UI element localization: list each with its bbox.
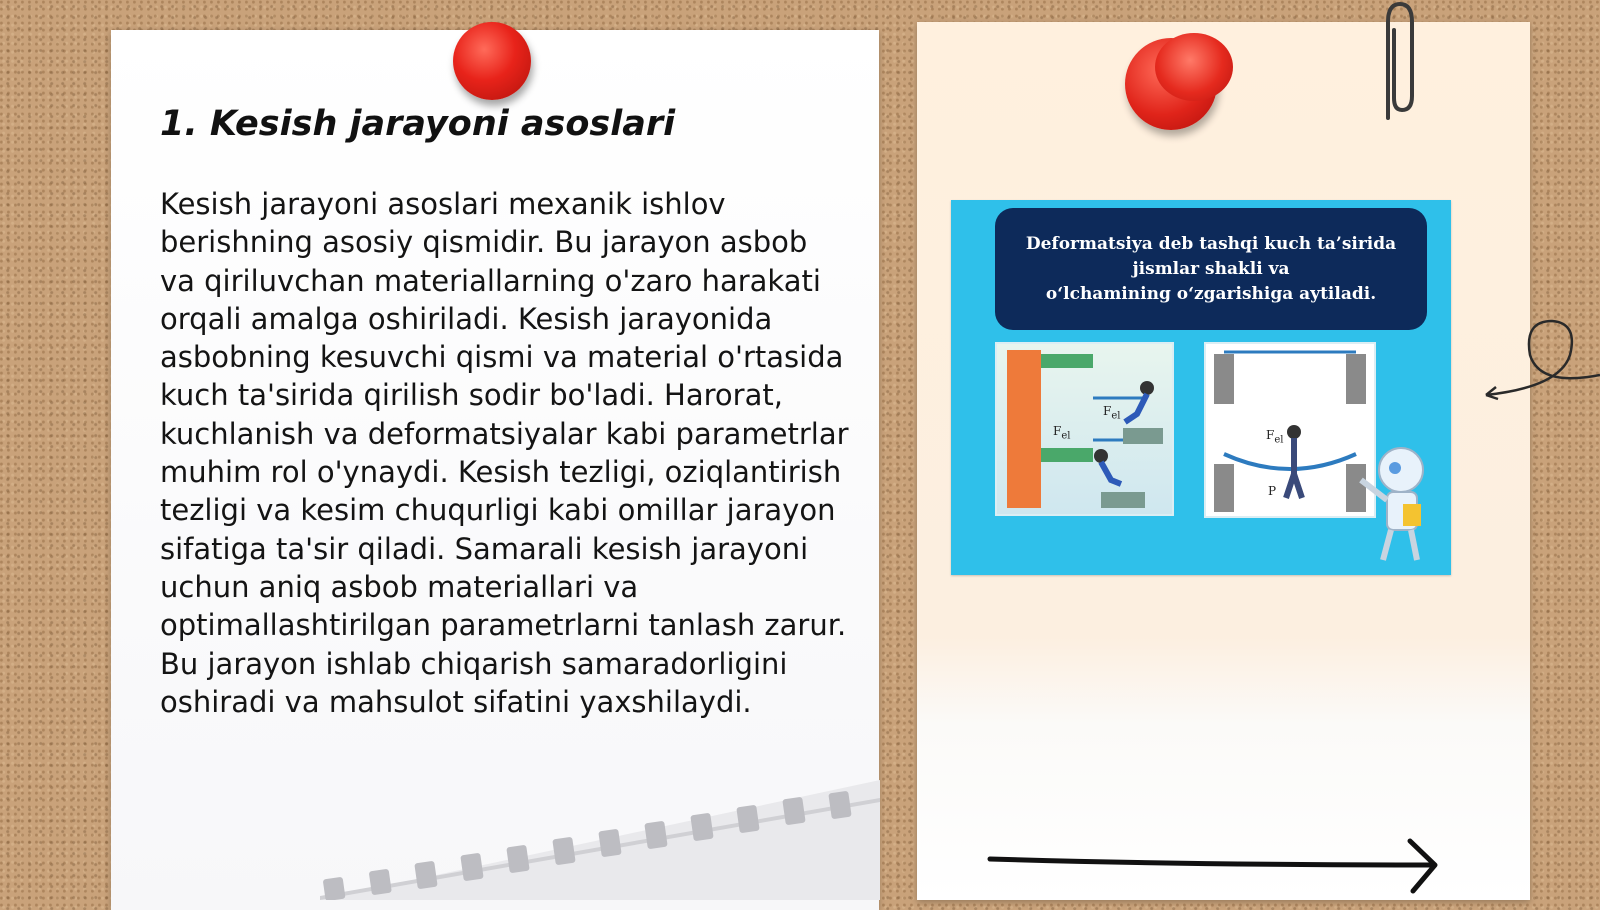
push-pin-icon bbox=[453, 22, 531, 100]
spring-drawing bbox=[997, 344, 1172, 514]
force-label: $F_{el}$ bbox=[1103, 404, 1121, 422]
arrow-right-icon bbox=[985, 835, 1445, 895]
note-title: 1. Kesish jarayoni asoslari bbox=[160, 104, 676, 144]
curly-arrow-icon bbox=[1480, 315, 1600, 405]
paperclip-icon bbox=[1380, 0, 1418, 122]
spring-illustration bbox=[995, 342, 1174, 516]
torn-edge-shape bbox=[320, 780, 880, 900]
figure-caption-box bbox=[995, 208, 1427, 330]
force-label: $F_{el}$ bbox=[1266, 428, 1284, 446]
torn-edge bbox=[320, 780, 880, 900]
weight-label: P bbox=[1268, 484, 1277, 498]
deformation-figure bbox=[951, 200, 1451, 575]
figure-caption: Deformatsiya deb tashqi kuch ta’sirida jismlar shakli va o‘lchamining o‘zgarishiga aytiladi. bbox=[1025, 233, 1397, 304]
note-body: Kesish jarayoni asoslari mexanik ishlov berishning asosiy qismidir. Bu jarayon asbob va qiriluvchan materiallarning o'zaro harakati orqali amalga oshiriladi. Kesish jarayonida asbobning kesuvchi qismi va material o'rtasida kuch ta'sirida qirilish sodir bo'ladi. Harorat, kuchlanish va deformatsiyalar kabi parametrlar muhim rol o'ynaydi. Kesish tezligi, oziqlantirish tezligi va kesim chuqurligi kabi omillar jarayon sifatiga ta'sir qiladi. Samarali kesish jarayoni uchun aniq asbob materiallari va optimallashtirilgan parametrlarni tanlash zarur. Bu jarayon ishlab chiqarish samaradorligini oshiradi va mahsulot sifatini yaxshilaydi. bbox=[160, 187, 849, 719]
push-pin-head-icon bbox=[1155, 33, 1233, 101]
force-label: $F_{el}$ bbox=[1053, 424, 1071, 442]
robot-mascot-icon bbox=[1351, 430, 1451, 570]
beam-drawing bbox=[1206, 344, 1374, 516]
